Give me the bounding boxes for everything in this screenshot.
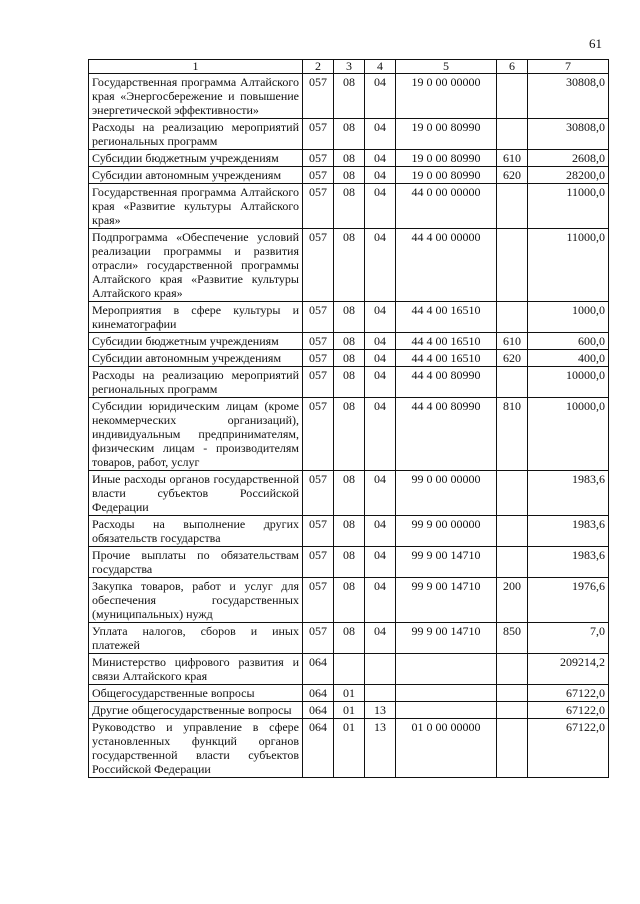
row-amount: 30808,0 xyxy=(528,119,609,150)
header-cell: 4 xyxy=(365,60,396,74)
row-name: Министерство цифрового развития и связи Алтайского края xyxy=(89,654,303,685)
row-target-article xyxy=(396,702,497,719)
row-name: Руководство и управление в сфере установленных функций органов государственной власти субъектов Российской Федерации xyxy=(89,719,303,778)
row-subsection-code: 04 xyxy=(365,367,396,398)
row-amount: 67122,0 xyxy=(528,702,609,719)
row-name: Расходы на реализацию мероприятий региональных программ xyxy=(89,367,303,398)
table-row xyxy=(89,74,609,119)
table-row xyxy=(89,167,609,184)
row-ved-code: 057 xyxy=(303,471,334,516)
page-number: 61 xyxy=(589,36,602,51)
row-section-code: 01 xyxy=(334,702,365,719)
row-subsection-code: 04 xyxy=(365,302,396,333)
row-expense-type xyxy=(497,685,528,702)
row-section-code: 08 xyxy=(334,150,365,167)
table-row xyxy=(89,333,609,350)
row-target-article: 99 9 00 14710 xyxy=(396,623,497,654)
row-ved-code: 057 xyxy=(303,623,334,654)
row-ved-code: 057 xyxy=(303,167,334,184)
row-name: Общегосударственные вопросы xyxy=(89,685,303,702)
table-row xyxy=(89,578,609,623)
table-row xyxy=(89,702,609,719)
table-row xyxy=(89,547,609,578)
row-subsection-code: 04 xyxy=(365,578,396,623)
row-section-code xyxy=(334,654,365,685)
row-amount: 10000,0 xyxy=(528,367,609,398)
row-target-article: 44 4 00 16510 xyxy=(396,350,497,367)
table-body xyxy=(89,74,609,778)
row-ved-code: 057 xyxy=(303,578,334,623)
row-amount: 10000,0 xyxy=(528,398,609,471)
row-amount: 2608,0 xyxy=(528,150,609,167)
row-subsection-code: 13 xyxy=(365,719,396,778)
row-name: Подпрограмма «Обеспечение условий реализации программы и развития отрасли» государственной программы Алтайского края «Развитие культуры Алтайского края» xyxy=(89,229,303,302)
row-target-article: 44 4 00 80990 xyxy=(396,367,497,398)
row-subsection-code: 04 xyxy=(365,229,396,302)
row-name: Иные расходы органов государственной власти субъектов Российской Федерации xyxy=(89,471,303,516)
row-expense-type: 610 xyxy=(497,150,528,167)
row-expense-type xyxy=(497,74,528,119)
row-section-code: 08 xyxy=(334,119,365,150)
row-expense-type xyxy=(497,229,528,302)
row-ved-code: 064 xyxy=(303,719,334,778)
row-expense-type xyxy=(497,367,528,398)
row-target-article: 01 0 00 00000 xyxy=(396,719,497,778)
row-amount: 1983,6 xyxy=(528,547,609,578)
row-ved-code: 057 xyxy=(303,74,334,119)
row-ved-code: 064 xyxy=(303,702,334,719)
row-name: Субсидии бюджетным учреждениям xyxy=(89,150,303,167)
table-row xyxy=(89,398,609,471)
table-row xyxy=(89,719,609,778)
row-expense-type xyxy=(497,654,528,685)
table-row xyxy=(89,516,609,547)
row-amount: 28200,0 xyxy=(528,167,609,184)
row-section-code: 08 xyxy=(334,350,365,367)
row-subsection-code: 13 xyxy=(365,702,396,719)
table-row xyxy=(89,367,609,398)
row-expense-type xyxy=(497,719,528,778)
header-cell: 3 xyxy=(334,60,365,74)
row-subsection-code: 04 xyxy=(365,333,396,350)
row-section-code: 08 xyxy=(334,302,365,333)
row-subsection-code: 04 xyxy=(365,167,396,184)
row-subsection-code: 04 xyxy=(365,74,396,119)
row-name: Расходы на реализацию мероприятий региональных программ xyxy=(89,119,303,150)
row-expense-type: 200 xyxy=(497,578,528,623)
row-name: Субсидии автономным учреждениям xyxy=(89,167,303,184)
table-header-row xyxy=(89,60,609,74)
row-expense-type xyxy=(497,302,528,333)
table-row xyxy=(89,184,609,229)
row-amount: 209214,2 xyxy=(528,654,609,685)
row-name: Другие общегосударственные вопросы xyxy=(89,702,303,719)
row-amount: 400,0 xyxy=(528,350,609,367)
table-row xyxy=(89,471,609,516)
row-expense-type: 610 xyxy=(497,333,528,350)
row-target-article: 99 9 00 14710 xyxy=(396,578,497,623)
row-expense-type: 810 xyxy=(497,398,528,471)
row-amount: 30808,0 xyxy=(528,74,609,119)
row-ved-code: 057 xyxy=(303,367,334,398)
row-ved-code: 057 xyxy=(303,229,334,302)
row-section-code: 08 xyxy=(334,184,365,229)
row-target-article: 19 0 00 00000 xyxy=(396,74,497,119)
row-section-code: 08 xyxy=(334,547,365,578)
table-row xyxy=(89,119,609,150)
row-section-code: 08 xyxy=(334,74,365,119)
row-subsection-code xyxy=(365,654,396,685)
row-subsection-code: 04 xyxy=(365,150,396,167)
row-target-article: 99 9 00 14710 xyxy=(396,547,497,578)
row-target-article: 99 0 00 00000 xyxy=(396,471,497,516)
table-row xyxy=(89,229,609,302)
row-target-article: 44 4 00 16510 xyxy=(396,302,497,333)
row-section-code: 08 xyxy=(334,516,365,547)
row-expense-type xyxy=(497,184,528,229)
row-expense-type xyxy=(497,516,528,547)
row-target-article xyxy=(396,654,497,685)
table-row xyxy=(89,302,609,333)
row-ved-code: 064 xyxy=(303,685,334,702)
row-amount: 11000,0 xyxy=(528,229,609,302)
row-target-article: 19 0 00 80990 xyxy=(396,119,497,150)
row-target-article: 44 4 00 00000 xyxy=(396,229,497,302)
budget-table xyxy=(88,59,609,778)
table-row xyxy=(89,654,609,685)
row-amount: 67122,0 xyxy=(528,719,609,778)
row-subsection-code xyxy=(365,685,396,702)
row-expense-type xyxy=(497,471,528,516)
row-ved-code: 064 xyxy=(303,654,334,685)
row-ved-code: 057 xyxy=(303,333,334,350)
row-section-code: 08 xyxy=(334,367,365,398)
row-amount: 1983,6 xyxy=(528,471,609,516)
row-section-code: 08 xyxy=(334,229,365,302)
row-section-code: 08 xyxy=(334,623,365,654)
header-cell: 6 xyxy=(497,60,528,74)
row-subsection-code: 04 xyxy=(365,547,396,578)
row-section-code: 08 xyxy=(334,471,365,516)
row-expense-type: 620 xyxy=(497,167,528,184)
row-ved-code: 057 xyxy=(303,547,334,578)
row-ved-code: 057 xyxy=(303,119,334,150)
row-ved-code: 057 xyxy=(303,150,334,167)
row-ved-code: 057 xyxy=(303,302,334,333)
header-cell: 7 xyxy=(528,60,609,74)
header-cell: 2 xyxy=(303,60,334,74)
row-ved-code: 057 xyxy=(303,184,334,229)
row-amount: 11000,0 xyxy=(528,184,609,229)
row-target-article xyxy=(396,685,497,702)
row-target-article: 19 0 00 80990 xyxy=(396,150,497,167)
row-name: Субсидии юридическим лицам (кроме некоммерческих организаций), индивидуальным предпринимателям, физическим лицам - производителям товаров, работ, услуг xyxy=(89,398,303,471)
row-expense-type xyxy=(497,547,528,578)
row-section-code: 08 xyxy=(334,333,365,350)
row-name: Прочие выплаты по обязательствам государства xyxy=(89,547,303,578)
row-target-article: 19 0 00 80990 xyxy=(396,167,497,184)
row-subsection-code: 04 xyxy=(365,350,396,367)
row-amount: 1000,0 xyxy=(528,302,609,333)
row-subsection-code: 04 xyxy=(365,119,396,150)
row-ved-code: 057 xyxy=(303,398,334,471)
row-amount: 1983,6 xyxy=(528,516,609,547)
row-target-article: 44 4 00 16510 xyxy=(396,333,497,350)
row-target-article: 99 9 00 00000 xyxy=(396,516,497,547)
row-subsection-code: 04 xyxy=(365,471,396,516)
row-expense-type: 620 xyxy=(497,350,528,367)
row-expense-type xyxy=(497,702,528,719)
row-name: Государственная программа Алтайского края «Развитие культуры Алтайского края» xyxy=(89,184,303,229)
row-name: Расходы на выполнение других обязательств государства xyxy=(89,516,303,547)
row-name: Мероприятия в сфере культуры и кинематографии xyxy=(89,302,303,333)
row-section-code: 08 xyxy=(334,578,365,623)
row-subsection-code: 04 xyxy=(365,184,396,229)
row-name: Субсидии автономным учреждениям xyxy=(89,350,303,367)
row-subsection-code: 04 xyxy=(365,516,396,547)
row-amount: 67122,0 xyxy=(528,685,609,702)
row-expense-type xyxy=(497,119,528,150)
table-row xyxy=(89,623,609,654)
row-expense-type: 850 xyxy=(497,623,528,654)
header-cell: 1 xyxy=(89,60,303,74)
row-amount: 600,0 xyxy=(528,333,609,350)
row-section-code: 08 xyxy=(334,398,365,471)
row-name: Субсидии бюджетным учреждениям xyxy=(89,333,303,350)
row-name: Уплата налогов, сборов и иных платежей xyxy=(89,623,303,654)
table-row xyxy=(89,150,609,167)
row-section-code: 08 xyxy=(334,167,365,184)
row-target-article: 44 4 00 80990 xyxy=(396,398,497,471)
row-target-article: 44 0 00 00000 xyxy=(396,184,497,229)
row-section-code: 01 xyxy=(334,719,365,778)
row-amount: 1976,6 xyxy=(528,578,609,623)
row-subsection-code: 04 xyxy=(365,398,396,471)
table-row xyxy=(89,350,609,367)
row-section-code: 01 xyxy=(334,685,365,702)
row-ved-code: 057 xyxy=(303,516,334,547)
row-name: Закупка товаров, работ и услуг для обеспечения государственных (муниципальных) нужд xyxy=(89,578,303,623)
row-subsection-code: 04 xyxy=(365,623,396,654)
header-cell: 5 xyxy=(396,60,497,74)
row-name: Государственная программа Алтайского края «Энергосбережение и повышение энергетической эффективности» xyxy=(89,74,303,119)
row-ved-code: 057 xyxy=(303,350,334,367)
table-row xyxy=(89,685,609,702)
row-amount: 7,0 xyxy=(528,623,609,654)
